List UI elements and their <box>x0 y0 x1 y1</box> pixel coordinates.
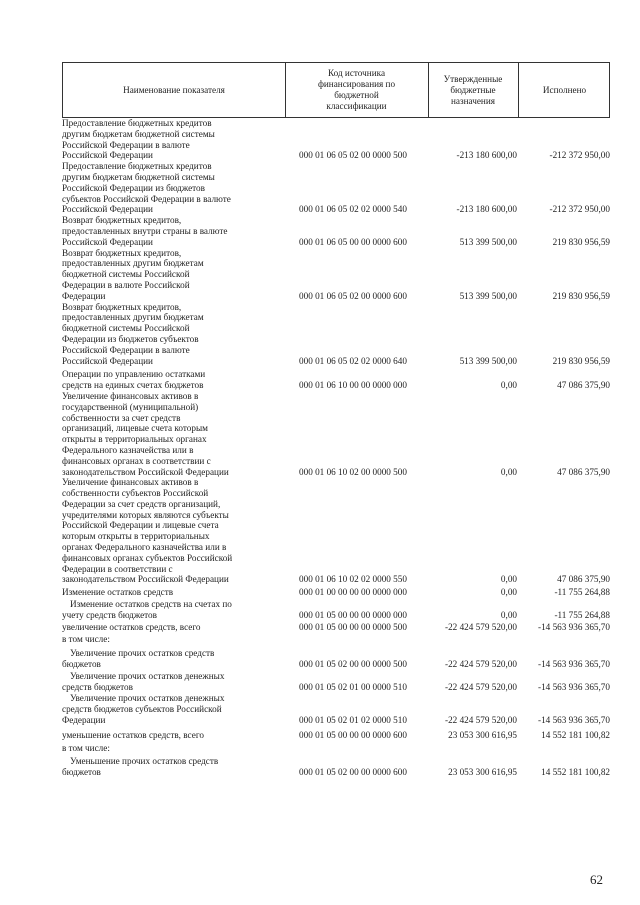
header-executed: Исполнено <box>542 84 587 95</box>
row-executed: 219 830 956,59 <box>552 236 610 247</box>
row-approved: 513 399 500,00 <box>459 236 517 247</box>
row-code <box>284 715 427 726</box>
table-row <box>62 118 610 161</box>
row-code-text: 000 01 06 10 02 00 0000 500 <box>299 466 407 477</box>
row-approved: -213 180 600,00 <box>456 204 517 215</box>
table-row <box>62 302 610 367</box>
row-code-text: 000 01 06 10 02 02 0000 550 <box>299 574 407 585</box>
row-approved: 513 399 500,00 <box>459 355 517 366</box>
table-row <box>62 161 610 215</box>
row-name: Увеличение прочих остатков денежных средств бюджетов субъектов Российской Федерации <box>62 693 225 726</box>
row-approved: -22 424 579 520,00 <box>445 681 517 692</box>
row-executed: 219 830 956,59 <box>552 290 610 301</box>
row-name: Увеличение прочих остатков средств бюджетов <box>62 648 215 670</box>
row-code <box>284 767 427 778</box>
table-row <box>62 730 610 741</box>
row-executed: -14 563 936 365,70 <box>538 715 610 726</box>
row-approved: -22 424 579 520,00 <box>445 621 517 632</box>
table-row <box>62 215 610 247</box>
row-code-text: 000 01 06 05 02 00 0000 600 <box>299 290 407 301</box>
header-name: Наименование показателя <box>63 63 286 117</box>
row-code-text: 000 01 06 05 02 02 0000 540 <box>299 204 407 215</box>
row-code <box>284 574 427 585</box>
table-row <box>62 369 610 391</box>
row-executed: 219 830 956,59 <box>552 355 610 366</box>
row-executed: -14 563 936 365,70 <box>538 621 610 632</box>
row-executed: -14 563 936 365,70 <box>538 681 610 692</box>
row-approved: 0,00 <box>500 609 517 620</box>
row-code-text: 000 01 06 05 02 00 0000 500 <box>299 150 407 161</box>
table-row <box>62 671 610 693</box>
row-executed: -212 372 950,00 <box>549 150 610 161</box>
row-code-text: 000 01 05 02 00 00 0000 600 <box>299 767 407 778</box>
row-name: Возврат бюджетных кредитов, предоставленных внутри страны в валюте Российской Федерации <box>62 215 228 247</box>
row-name: Изменение остатков средств на счетах по учету средств бюджетов <box>62 599 232 620</box>
row-approved: -22 424 579 520,00 <box>445 659 517 670</box>
row-approved: 0,00 <box>500 587 517 598</box>
row-executed: -11 755 264,88 <box>554 609 610 620</box>
table-row <box>62 648 610 670</box>
table-header <box>62 62 610 118</box>
row-code-text: 000 01 05 02 01 00 0000 510 <box>299 681 407 692</box>
row-executed: 47 086 375,90 <box>557 380 610 391</box>
table-row <box>62 587 610 598</box>
row-name: увеличение остатков средств, всего <box>62 621 201 632</box>
row-approved: 513 399 500,00 <box>459 290 517 301</box>
row-code-text: 000 01 06 05 02 02 0000 640 <box>299 355 407 366</box>
row-name: Увеличение финансовых активов в государственной (муниципальной) собственности за счет средств организаций, лицевые счета которым открыты в территориальных органах Федерального казначейства или в финансовых органах в соответствии с законодательством Российской Федерации <box>62 390 229 477</box>
table-body <box>62 118 610 778</box>
row-approved: 23 053 300 616,95 <box>448 767 517 778</box>
table-row <box>62 756 610 778</box>
row-code <box>284 204 427 215</box>
row-code-text: 000 01 05 00 00 00 0000 500 <box>299 621 407 632</box>
row-code <box>284 610 427 621</box>
table-row <box>62 622 610 633</box>
row-name: Предоставление бюджетных кредитов другим бюджетам бюджетной системы Российской Федерации из бюджетов субъектов Российской Федерации в валюте Российской Федерации <box>62 161 231 215</box>
row-code-text: 000 01 05 02 01 02 0000 510 <box>299 715 407 726</box>
table-row <box>62 477 610 585</box>
row-code <box>284 634 427 645</box>
row-name: Предоставление бюджетных кредитов другим бюджетам бюджетной системы Российской Федерации в валюте Российской Федерации <box>62 118 215 161</box>
table-row <box>62 743 610 754</box>
row-code-text: 000 01 05 00 00 00 0000 600 <box>299 729 407 740</box>
row-executed: 47 086 375,90 <box>557 574 610 585</box>
row-approved: -213 180 600,00 <box>456 150 517 161</box>
row-name: Уменьшение прочих остатков средств бюджетов <box>62 756 219 778</box>
row-code <box>284 467 427 478</box>
row-code <box>284 659 427 670</box>
row-name: Возврат бюджетных кредитов, предоставленных другим бюджетам бюджетной системы Российской Федерации из бюджетов субъектов Российской Федерации в валюте Российской Федерации <box>62 301 204 366</box>
row-name: Возврат бюджетных кредитов, предоставленных другим бюджетам бюджетной системы Российской Федерации в валюте Российской Федерации <box>62 247 204 301</box>
table-row <box>62 634 610 645</box>
row-code <box>284 730 427 741</box>
row-code-text: 000 01 00 00 00 00 0000 000 <box>299 587 407 598</box>
row-code-text: 000 01 06 10 00 00 0000 000 <box>299 380 407 391</box>
row-name: в том числе: <box>62 634 110 645</box>
row-name: Увеличение прочих остатков денежных средств бюджетов <box>62 670 225 692</box>
row-executed: 14 552 181 100,82 <box>541 729 610 740</box>
row-code <box>284 587 427 598</box>
row-code <box>284 622 427 633</box>
row-approved: 23 053 300 616,95 <box>448 729 517 740</box>
row-name: в том числе: <box>62 742 110 753</box>
table-row <box>62 391 610 477</box>
row-approved: 0,00 <box>500 466 517 477</box>
row-code <box>284 150 427 161</box>
row-approved: 0,00 <box>500 380 517 391</box>
row-name: Изменение остатков средств <box>62 587 174 598</box>
page-number: 62 <box>590 872 603 887</box>
row-code <box>284 682 427 693</box>
row-code <box>284 743 427 754</box>
row-executed: -212 372 950,00 <box>549 204 610 215</box>
row-code <box>284 380 427 391</box>
row-name: Увеличение финансовых активов в собственности субъектов Российской Федерации за счет средств организаций, учредителями которых являются субъекты Российской Федерации и лицевые счета которым открыты в территориальных органах Федерального казначейства или в финансовых органах субъектов Российской Федерации в соответствии с законодательством Российской Федерации <box>62 477 233 585</box>
table-row <box>62 248 610 302</box>
row-code <box>284 291 427 302</box>
row-name: уменьшение остатков средств, всего <box>62 729 204 740</box>
row-code-text: 000 01 06 05 00 00 0000 600 <box>299 236 407 247</box>
row-executed: 14 552 181 100,82 <box>541 767 610 778</box>
header-approved: Утвержденные бюджетные назначения <box>428 63 519 117</box>
table-row <box>62 693 610 725</box>
header-code: Код источника финансирования по бюджетной классификации <box>285 63 429 117</box>
row-code-text: 000 01 05 00 00 00 0000 000 <box>299 609 407 620</box>
row-approved: 0,00 <box>500 574 517 585</box>
row-code-text: 000 01 05 02 00 00 0000 500 <box>299 659 407 670</box>
row-executed: 47 086 375,90 <box>557 466 610 477</box>
row-code <box>284 237 427 248</box>
table-row <box>62 599 610 621</box>
row-name: Операции по управлению остатками средств на единых счетах бюджетов <box>62 369 206 391</box>
row-executed: -14 563 936 365,70 <box>538 659 610 670</box>
row-executed: -11 755 264,88 <box>554 587 610 598</box>
row-approved: -22 424 579 520,00 <box>445 715 517 726</box>
row-code <box>284 356 427 367</box>
